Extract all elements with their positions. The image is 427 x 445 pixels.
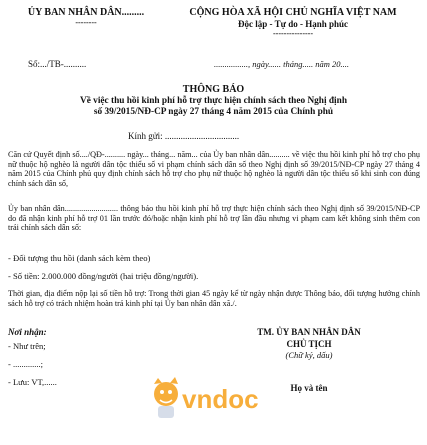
greeting: Kính gửi: ................................. (128, 131, 240, 141)
document-date: ................, ngày...... tháng..... năm 20.... (214, 59, 350, 69)
signature-note: (Chữ ký, dấu) (285, 350, 333, 360)
recipient-item: - Lưu: VT,...... (8, 377, 57, 387)
watermark-text: vndoc (182, 384, 259, 414)
national-motto: Độc lập - Tự do - Hạnh phúc (237, 19, 348, 29)
recipient-item: - .............; (8, 359, 43, 369)
signature-org: TM. ỦY BAN NHÂN DÂN (257, 327, 361, 337)
national-title: CỘNG HÒA XÃ HỘI CHỦ NGHĨA VIỆT NAM (189, 7, 397, 18)
paragraph-legal-basis: Căn cứ Quyết định số..../QĐ-.......... ngày... tháng... năm... của Ủy ban nhân dân.......... về việc thu hồi kinh phí hỗ trợ cho phụ nữ thuộc hộ nghèo là người dân tộc thiểu số vi phạm chính sách dân số theo Nghị định số 39/2015/NĐ-CP ngày 27 tháng 4 năm 2015 của Chính phủ quy định chính sách hỗ trợ cho phụ nữ thuộc hộ nghèo là người dân tộc thiểu số khi sinh con đúng chính sách dân số, (8, 150, 420, 188)
paragraph-recovery-subject: - Đối tượng thu hồi (danh sách kèm theo) (8, 253, 151, 263)
paragraph-notice: Ủy ban nhân dân.......................... thông báo thu hồi kinh phí hỗ trợ thực hiện chính sách theo Nghị định số 39/2015/NĐ-CP do đã nhận kinh phí hỗ trợ 01 lần trước đó/hoặc nhận kinh phí hỗ trợ lần đầu nhưng vi phạm cam kết không sinh thêm con trái chính sách dân số: (8, 204, 420, 233)
paragraph-deadline: Thời gian, địa điểm nộp lại số tiền hỗ trợ: Trong thời gian 45 ngày kể từ ngày nhận được Thông báo, đối tượng hưởng chính sách hỗ trợ có trách nhiệm hoàn trả kinh phí tại Ủy ban nhân dân xã./. (8, 289, 420, 308)
notice-subtitle-line2: số 39/2015/NĐ-CP ngày 27 tháng 4 năm 2015 của Chính phủ (93, 107, 334, 117)
issuing-org: ỦY BAN NHÂN DÂN......... (27, 7, 145, 18)
recipients-label: Nơi nhận: (8, 327, 47, 337)
notice-title: THÔNG BÁO (182, 84, 245, 95)
document-number: Số:.../TB-.......... (28, 59, 87, 69)
paragraph-amount: - Số tiền: 2.000.000 đồng/người (hai triệu đồng/người). (8, 271, 199, 281)
issuing-org-dashes: -------- (75, 18, 97, 27)
signature-title: CHỦ TỊCH (286, 339, 332, 349)
signer-name: Họ và tên (290, 383, 328, 393)
national-motto-dashes: --------------- (273, 29, 313, 38)
recipient-item: - Như trên; (8, 341, 46, 351)
vndoc-logo-watermark (150, 372, 270, 422)
notice-subtitle-line1: Về việc thu hồi kinh phí hỗ trợ thực hiện chính sách theo Nghị định (80, 96, 347, 106)
